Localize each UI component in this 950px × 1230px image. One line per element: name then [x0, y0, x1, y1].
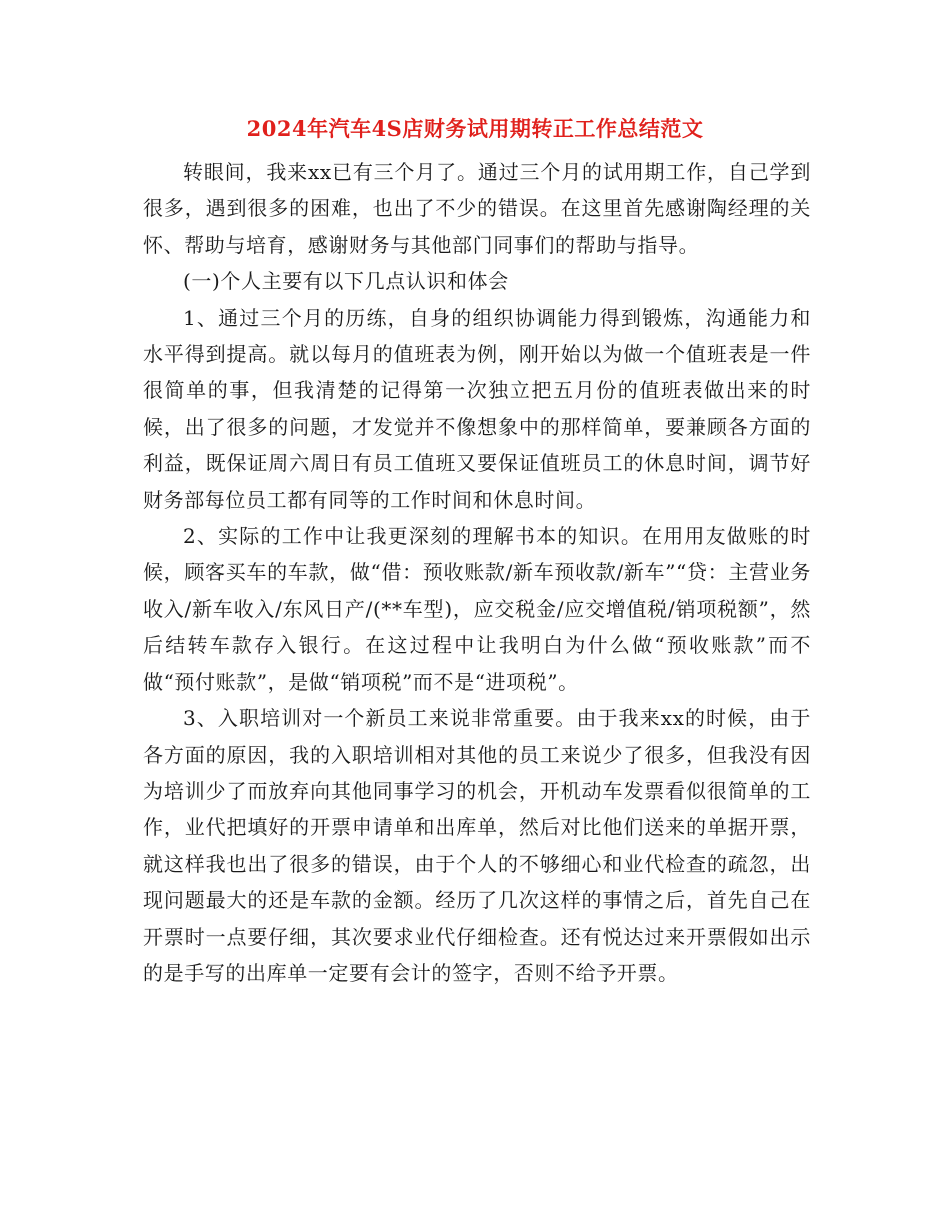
paragraph-point-2: 2、实际的工作中让我更深刻的理解书本的知识。在用用友做账的时候，顾客买车的车款，做“借：预收账款/新车预收款/新车”“贷：主营业务收入/新车收入/东风日产/(**车型)，应交税金/应交增值税/销项税额”，然后结转车款存入银行。在这过程中让我明白为什么做“预收账款”而不做“预付账款”，是做“销项税”而不是“进项税”。	[143, 524, 811, 694]
paragraph-point-1: 1、通过三个月的历练，自身的组织协调能力得到锻炼，沟通能力和水平得到提高。就以每月的值班表为例，刚开始以为做一个值班表是一件很简单的事，但我清楚的记得第一次独立把五月份的值班表做出来的时候，出了很多的问题，才发觉并不像想象中的那样简单，要兼顾各方面的利益，既保证周六周日有员工值班又要保证值班员工的休息时间，调节好财务部每位员工都有同等的工作时间和休息时间。	[143, 305, 811, 512]
paragraph-point-3: 3、入职培训对一个新员工来说非常重要。由于我来xx的时候，由于各方面的原因，我的入职培训相对其他的员工来说少了很多，但我没有因为培训少了而放弃向其他同事学习的机会，开机动车发票看似很简单的工作，业代把填好的开票申请单和出库单，然后对比他们送来的单据开票，就这样我也出了很多的错误，由于个人的不够细心和业代检查的疏忽，出现问题最大的还是车款的金额。经历了几次这样的事情之后，首先自己在开票时一点要仔细，其次要求业代仔细检查。还有悦达过来开票假如出示的是手写的出库单一定要有会计的签字，否则不给予开票。	[143, 706, 811, 985]
document-body	[143, 154, 811, 991]
paragraph-section-heading: (一)个人主要有以下几点认识和体会	[183, 269, 509, 294]
paragraph-intro: 转眼间，我来xx已有三个月了。通过三个月的试用期工作，自己学到很多，遇到很多的困难，也出了不少的错误。在这里首先感谢陶经理的关怀、帮助与培育，感谢财务与其他部门同事们的帮助与指导。	[143, 160, 811, 257]
document-title: 2024年汽车4S店财务试用期转正工作总结范文	[246, 116, 704, 141]
